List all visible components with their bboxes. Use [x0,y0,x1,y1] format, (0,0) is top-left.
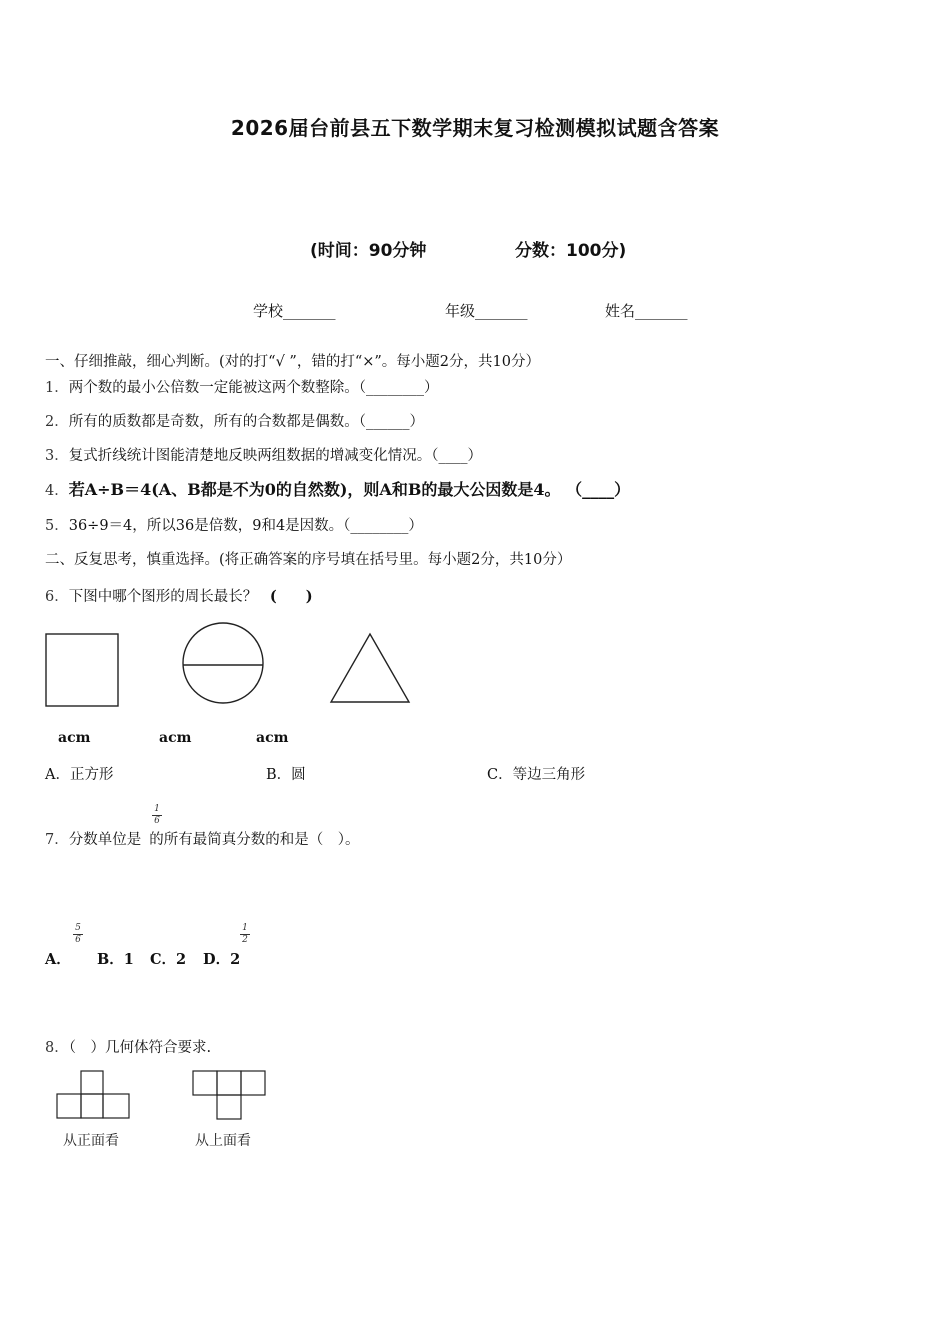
triangle-shape [331,634,409,702]
question-number: 4． [45,483,69,499]
exam-time: (时间：90分钟 [310,241,427,261]
question-4 [45,477,630,500]
fraction-denominator: 6 [154,816,160,826]
question-text: 36÷9＝4，所以36是倍数，9和4是因数。（________） [68,518,423,534]
question-text: 所有的质数都是奇数，所有的合数都是偶数。（______） [68,414,424,430]
option-c: C．等边三角形 [487,767,586,783]
fraction-numerator: 5 [75,923,81,933]
exam-score: 分数：100分) [515,241,627,261]
q7-option-d: D．2 [203,951,241,968]
question-7 [45,828,359,849]
section2-heading: 二、反复思考，慎重选择。(将正确答案的序号填在括号里。每小题2分，共10分） [45,552,572,568]
q8-views [50,1066,280,1126]
question-number: 6． [45,589,69,605]
front-view-top-square [81,1071,103,1094]
question-number: 8． [45,1040,69,1056]
q7-option-a: A． [45,951,71,968]
fraction-denominator: 6 [75,935,81,945]
question-text: 复式折线统计图能清楚地反映两组数据的增减变化情况。（____） [68,448,482,464]
fraction-option-a [73,924,83,945]
top-view-bottom-square [217,1095,241,1119]
fraction-denominator: 2 [242,935,248,945]
fraction-numerator: 1 [154,804,160,814]
option-b: B．圆 [266,767,306,783]
question-text: （ ）几何体符合要求. [68,1040,212,1056]
question-5 [45,514,423,535]
front-view-square [81,1094,103,1118]
fraction-unit [152,805,162,826]
circle-shape [183,623,263,703]
top-view-square [193,1071,217,1095]
fraction-option-d [240,924,250,945]
q6-shapes [40,620,440,715]
square-label: acm [58,730,91,746]
name-field: 姓名_______ [605,302,688,320]
top-view-label: 从上面看 [195,1133,251,1149]
question-3 [45,444,482,465]
question-text: 下图中哪个图形的周长最长？ [68,589,258,605]
front-view-square [57,1094,81,1118]
question-6 [45,585,313,606]
front-view-square [103,1094,129,1118]
question-1 [45,376,438,397]
answer-paren: ( ) [269,588,313,605]
option-a: A．正方形 [45,767,114,783]
question-number: 5． [45,518,69,534]
question-text-before: 分数单位是 [68,832,142,848]
page-title: 2026届台前县五下数学期末复习检测模拟试题含答案 [230,116,720,140]
grade-field: 年级_______ [445,302,528,320]
front-view-label: 从正面看 [63,1133,119,1149]
question-text: 两个数的最小公倍数一定能被这两个数整除。（________） [68,380,439,396]
question-text-after: 的所有最简真分数的和是（ ）。 [149,832,360,848]
fraction-numerator: 1 [242,923,248,933]
circle-label: acm [159,730,192,746]
question-2 [45,410,424,431]
q7-option-b: B．1 [97,951,134,968]
question-number: 1． [45,380,69,396]
question-text: 若A÷B＝4(A、B都是不为0的自然数)，则A和B的最大公因数是4。 （____） [68,480,631,499]
question-number: 3． [45,448,69,464]
question-8 [45,1036,211,1057]
square-shape [46,634,118,706]
question-number: 7． [45,832,69,848]
q7-option-c: C．2 [150,951,187,968]
top-view-square [241,1071,265,1095]
section1-heading: 一、仔细推敲，细心判断。(对的打“√ ”，错的打“×”。每小题2分，共10分） [45,354,540,370]
top-view-square [217,1071,241,1095]
school-field: 学校_______ [253,302,336,320]
triangle-label: acm [256,730,289,746]
question-number: 2． [45,414,69,430]
